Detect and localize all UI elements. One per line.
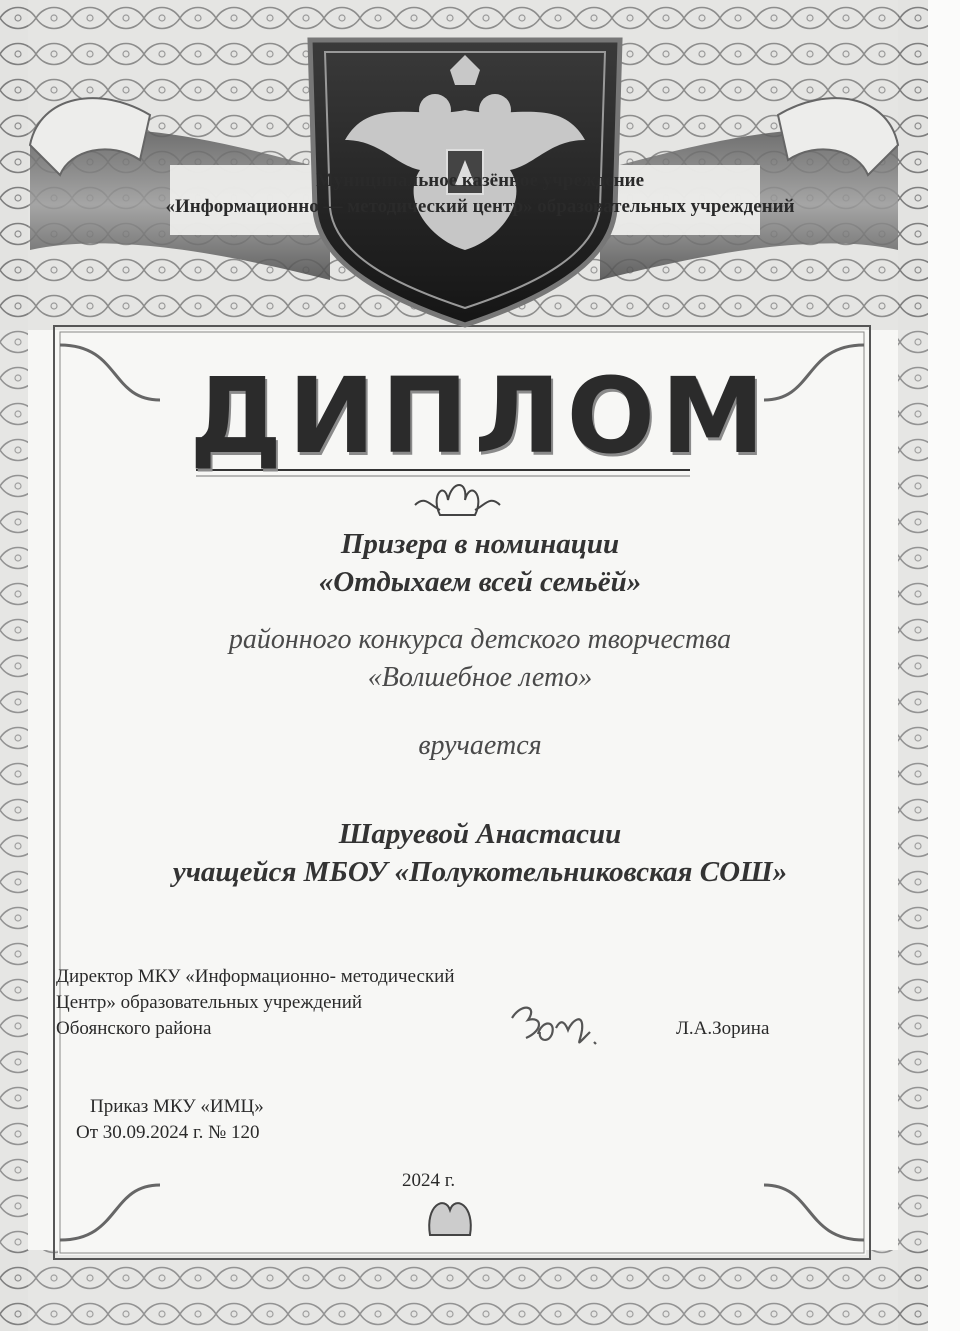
director-title-line3: Обоянского района (56, 1018, 212, 1039)
recipient-name: Шаруевой Анастасии (338, 818, 622, 850)
award-nomination: «Отдыхаем всей семьёй» (318, 566, 642, 598)
award-line1: Призера в номинации (340, 528, 620, 560)
director-name: Л.А.Зорина (676, 1018, 770, 1039)
contest-line1: районного конкурса детского творчества (228, 624, 732, 655)
contest-name: «Волшебное лето» (367, 662, 593, 693)
org-name-line1: Муниципальное казённое учреждение (315, 170, 645, 191)
director-title-line2: Центр» образовательных учреждений (56, 992, 363, 1013)
recipient-school: учащейся МБОУ «Полукотельниковская СОШ» (172, 856, 788, 888)
diploma-title: ДИПЛОМ (189, 355, 771, 477)
presented-text: вручается (418, 730, 542, 761)
director-title-line1: Директор МКУ «Информационно- методический (56, 966, 455, 987)
issue-year: 2024 г. (402, 1170, 456, 1191)
order-line2: От 30.09.2024 г. № 120 (76, 1122, 260, 1143)
director-signature (498, 990, 608, 1060)
order-line1: Приказ МКУ «ИМЦ» (90, 1096, 264, 1117)
org-name-line2: «Информационно — методический центр» образовательных учреждений (165, 196, 795, 217)
